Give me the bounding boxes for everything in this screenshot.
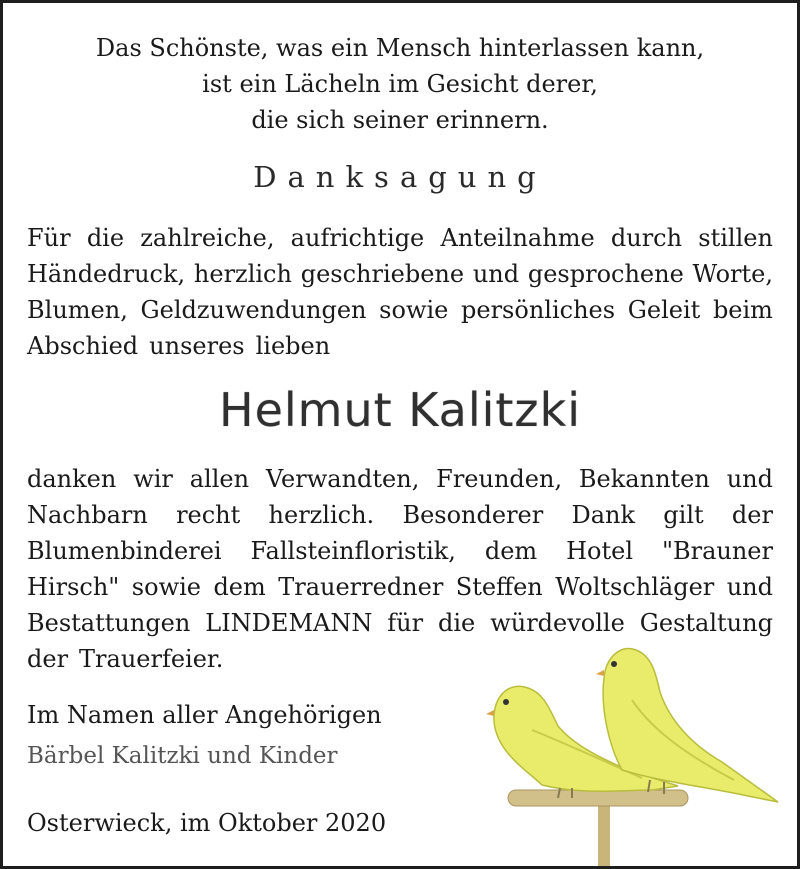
word: gesprochene bbox=[527, 260, 684, 288]
motto-line: Das Schönste, was ein Mensch hinterlassen kann, bbox=[95, 34, 705, 62]
word: Händedruck, bbox=[27, 260, 186, 288]
word: die bbox=[86, 224, 125, 252]
place-date: Osterwieck, im Oktober 2020 bbox=[27, 809, 387, 837]
word: Für bbox=[27, 224, 71, 252]
intro-line bbox=[27, 256, 773, 292]
word: allen bbox=[189, 465, 250, 493]
perch-bar bbox=[508, 790, 688, 806]
word: herzlich bbox=[193, 260, 292, 288]
word: Nachbarn bbox=[27, 501, 148, 529]
word: Bestattungen bbox=[27, 609, 191, 637]
word: persönliches bbox=[461, 296, 616, 324]
word: Hirsch" bbox=[27, 573, 120, 601]
word: Geldzuwendungen bbox=[140, 296, 367, 324]
word: Bekannten bbox=[578, 465, 710, 493]
word: der bbox=[27, 645, 69, 673]
motto bbox=[0, 30, 800, 138]
intro-line bbox=[27, 328, 773, 364]
word: und bbox=[726, 465, 773, 493]
word: Gestaltung bbox=[639, 609, 773, 637]
word: wir bbox=[133, 465, 173, 493]
word: sowie bbox=[379, 296, 449, 324]
word: gilt bbox=[663, 501, 704, 529]
intro-line bbox=[27, 292, 773, 328]
word: Besonderer bbox=[402, 501, 544, 529]
word: Geleit bbox=[627, 296, 701, 324]
word: herzlich. bbox=[268, 501, 375, 529]
word: und bbox=[726, 573, 773, 601]
word: sowie bbox=[131, 573, 201, 601]
word: Woltschläger bbox=[555, 573, 715, 601]
word: Dank bbox=[571, 501, 636, 529]
word: würdevolle bbox=[490, 609, 625, 637]
word: für bbox=[387, 609, 424, 637]
word: Verwandten, bbox=[265, 465, 420, 493]
word: lieben bbox=[255, 332, 331, 360]
intro-paragraph bbox=[27, 220, 773, 364]
word: Trauerredner bbox=[278, 573, 444, 601]
motto-line: ist ein Lächeln im Gesicht derer, bbox=[202, 70, 598, 98]
word: danken bbox=[27, 465, 117, 493]
heading-danksagung: Danksagung bbox=[253, 160, 547, 194]
intro-line bbox=[27, 220, 773, 256]
word: aufrichtige bbox=[290, 224, 425, 252]
motto-line: die sich seiner erinnern. bbox=[251, 106, 549, 134]
word: zahlreiche, bbox=[140, 224, 275, 252]
word: Anteilnahme bbox=[440, 224, 595, 252]
word: dem bbox=[484, 537, 538, 565]
word: geschriebene bbox=[300, 260, 465, 288]
deceased-name: Helmut Kalitzki bbox=[219, 383, 581, 437]
word: dem bbox=[213, 573, 266, 601]
thanks-line bbox=[27, 533, 773, 569]
word: Steffen bbox=[455, 573, 543, 601]
word: stillen bbox=[698, 224, 773, 252]
word: der bbox=[731, 501, 773, 529]
word: recht bbox=[176, 501, 241, 529]
word: Fallsteinfloristik, bbox=[250, 537, 456, 565]
word: unseres bbox=[149, 332, 245, 360]
signature-names: Bärbel Kalitzki und Kinder bbox=[27, 743, 338, 769]
word: Worte, bbox=[692, 260, 773, 288]
thanks-line bbox=[27, 497, 773, 533]
word: Blumen, bbox=[27, 296, 128, 324]
signature-line: Im Namen aller Angehörigen bbox=[27, 701, 382, 729]
word: Abschied bbox=[27, 332, 139, 360]
word: die bbox=[438, 609, 476, 637]
word: Blumenbinderei bbox=[27, 537, 222, 565]
word: LINDEMANN bbox=[205, 609, 373, 637]
thanks-line bbox=[27, 569, 773, 605]
word: Trauerfeier. bbox=[79, 645, 224, 673]
canary-birds-icon bbox=[472, 630, 792, 866]
word: Hotel bbox=[566, 537, 634, 565]
word: und bbox=[472, 260, 520, 288]
perch-post bbox=[598, 800, 610, 866]
word: durch bbox=[610, 224, 683, 252]
word: beim bbox=[712, 296, 773, 324]
thanks-line bbox=[27, 461, 773, 497]
word: "Brauner bbox=[661, 537, 773, 565]
word: Freunden, bbox=[436, 465, 563, 493]
